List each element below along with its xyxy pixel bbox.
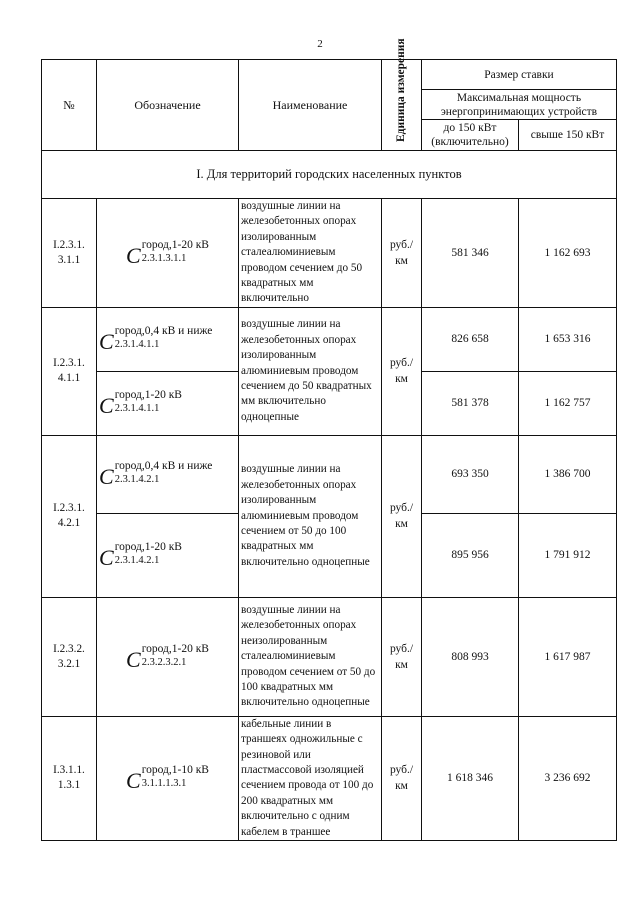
value-over-150: 1 617 987 [519, 597, 617, 716]
designation-cell [97, 597, 239, 716]
header-rate-size: Размер ставки [422, 60, 617, 90]
row-unit: руб./ км [382, 597, 422, 716]
designation: C город,0,4 кВ и ниже 2.3.1.4.2.1 [99, 460, 213, 490]
row-number: I.2.3.1. 3.1.1 [42, 199, 97, 308]
designation: C город,1-10 кВ 3.1.1.1.3.1 [126, 764, 209, 794]
row-unit: руб./ км [382, 307, 422, 435]
row-number: I.3.1.1. 1.3.1 [42, 716, 97, 840]
value-over-150: 1 791 912 [519, 513, 617, 597]
row-number: I.2.3.1. 4.2.1 [42, 435, 97, 597]
value-upto-150: 826 658 [422, 307, 519, 371]
designation-cell [97, 307, 239, 371]
designation-cell [97, 435, 239, 513]
value-upto-150: 693 350 [422, 435, 519, 513]
designation: C город,0,4 кВ и ниже 2.3.1.4.1.1 [99, 325, 213, 355]
value-upto-150: 581 346 [422, 199, 519, 308]
designation: C город,1-20 кВ 2.3.1.4.1.1 [99, 389, 182, 419]
header-unit-cell [382, 38, 422, 151]
designation-cell [97, 513, 239, 597]
value-over-150: 1 653 316 [519, 307, 617, 371]
row-description: воздушные линии на железобетонных опорах изолированным алюминиевым проводом сечением от 50 до 100 квадратных мм включительно одноцепные [239, 435, 382, 597]
row-description: воздушные линии на железобетонных опорах неизолированным сталеалюминиевым проводом сечением от 50 до 100 квадратных мм включительно одноцепные [239, 597, 382, 716]
row-description: кабельные линии в траншеях одножильные с резиновой или пластмассовой изоляцией сечением провода от 100 до 200 квадратных мм включительно с одним кабелем в траншее [239, 716, 382, 840]
designation: C город,1-20 кВ 2.3.1.4.2.1 [99, 541, 182, 571]
header-unit: Единица измерения [395, 38, 407, 142]
table-row [42, 307, 617, 371]
designation-cell [97, 371, 239, 435]
table-row [42, 435, 617, 513]
row-unit: руб./ км [382, 435, 422, 597]
value-over-150: 3 236 692 [519, 716, 617, 840]
value-over-150: 1 386 700 [519, 435, 617, 513]
value-over-150: 1 162 757 [519, 371, 617, 435]
row-number: I.2.3.1. 4.1.1 [42, 307, 97, 435]
row-description: воздушные линии на железобетонных опорах изолированным алюминиевым проводом сечением до 50 квадратных мм включительно одноцепные [239, 307, 382, 435]
header-upto-150: до 150 кВт (включительно) [422, 120, 519, 151]
value-upto-150: 1 618 346 [422, 716, 519, 840]
row-description: воздушные линии на железобетонных опорах изолированным сталеалюминиевым проводом сечением до 50 квадратных мм включительно [239, 199, 382, 308]
header-name: Наименование [239, 60, 382, 151]
table-row [42, 199, 617, 308]
value-upto-150: 581 378 [422, 371, 519, 435]
header-number: № [42, 60, 97, 151]
section-title: I. Для территорий городских населенных пунктов [42, 151, 617, 199]
table-row [42, 597, 617, 716]
value-upto-150: 895 956 [422, 513, 519, 597]
value-over-150: 1 162 693 [519, 199, 617, 308]
table-row [42, 716, 617, 840]
row-number: I.2.3.2. 3.2.1 [42, 597, 97, 716]
designation-cell [97, 199, 239, 308]
page-number: 2 [317, 38, 323, 50]
rates-table [41, 38, 617, 841]
designation: C город,1-20 кВ 2.3.2.3.2.1 [126, 642, 209, 672]
designation: C город,1-20 кВ 2.3.1.3.1.1 [126, 238, 209, 268]
row-unit: руб./ км [382, 716, 422, 840]
header-over-150: свыше 150 кВт [519, 120, 617, 151]
header-max-power: Максимальная мощность энергопринимающих устройств [422, 90, 617, 120]
header-designation: Обозначение [97, 60, 239, 151]
designation-cell [97, 716, 239, 840]
value-upto-150: 808 993 [422, 597, 519, 716]
row-unit: руб./ км [382, 199, 422, 308]
